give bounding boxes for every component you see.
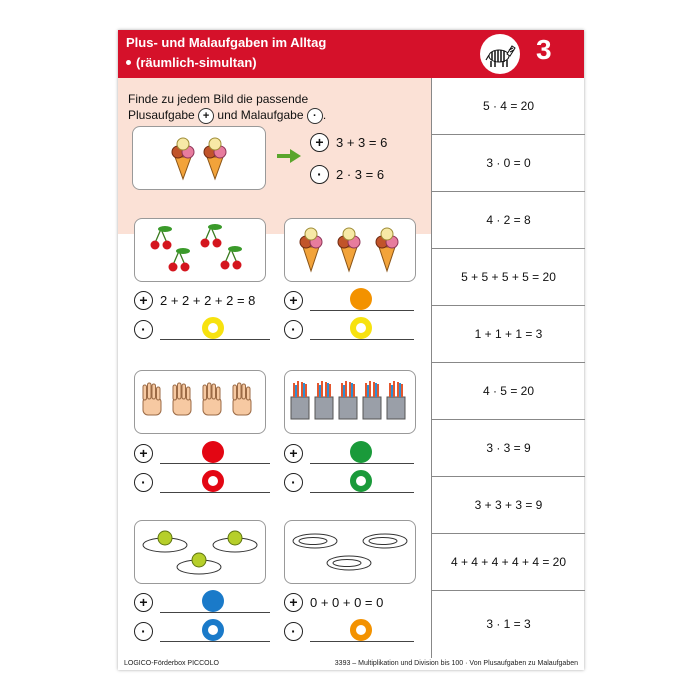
ice-cream-icon (285, 219, 415, 281)
ex3-plus-answer-line[interactable] (160, 463, 270, 464)
times-symbol: · (307, 108, 323, 124)
title-bullet (126, 60, 131, 65)
ex3-plus-symbol: + (134, 444, 153, 463)
instruction-line-1: Finde zu jedem Bild die passende (128, 92, 309, 106)
ex4-plus-answer-line[interactable] (310, 463, 414, 464)
ex4-times-symbol: · (284, 473, 303, 492)
example-times-symbol: · (310, 165, 329, 184)
example-times-equation: 2 · 3 = 6 (336, 167, 385, 182)
answer-cell-7[interactable]: 3 · 3 = 9 (432, 420, 585, 477)
answer-cell-8[interactable]: 3 + 3 + 3 = 9 (432, 477, 585, 534)
cherries-icon (135, 219, 265, 281)
picture-pencil-cups (284, 370, 416, 434)
ex3-times-symbol: · (134, 473, 153, 492)
pencil-cups-icon (285, 371, 415, 433)
picture-hands (134, 370, 266, 434)
title-line-1: Plus- und Malaufgaben im Alltag (126, 35, 327, 50)
ex4-plus-symbol: + (284, 444, 303, 463)
answer-cell-3[interactable]: 4 · 2 = 8 (432, 192, 585, 249)
title-line-2: (räumlich-simultan) (136, 55, 257, 70)
footer-left: LOGICO-Förderbox PICCOLO (124, 660, 219, 667)
ex1-plus-equation: 2 + 2 + 2 + 2 = 8 (160, 293, 256, 308)
instruction-plus-label: Plusaufgabe (128, 108, 195, 123)
ex4-plus-marker-green (350, 441, 372, 463)
header-bar (118, 30, 584, 78)
worksheet-card (118, 30, 584, 670)
ex6-times-symbol: · (284, 622, 303, 641)
instruction-line-2 (128, 108, 326, 124)
empty-plates-icon (285, 521, 415, 583)
example-picture (132, 126, 266, 190)
ex4-times-marker-green (350, 470, 372, 492)
arrow-icon (276, 148, 302, 164)
ex6-plus-symbol: + (284, 593, 303, 612)
ex6-times-marker-orange (350, 619, 372, 641)
ex2-plus-marker-orange (350, 288, 372, 310)
ex5-plus-marker-blue (202, 590, 224, 612)
picture-apples-on-plates (134, 520, 266, 584)
instruction-times-label: und Malaufgabe (217, 108, 304, 123)
ex2-times-symbol: · (284, 320, 303, 339)
footer (118, 658, 584, 670)
answer-cell-6[interactable]: 4 · 5 = 20 (432, 363, 585, 420)
answer-cell-4[interactable]: 5 + 5 + 5 + 5 = 20 (432, 249, 585, 306)
ex3-times-marker-red (202, 470, 224, 492)
answer-cell-10[interactable]: 3 · 1 = 3 (486, 617, 531, 631)
answer-cell-1[interactable]: 5 · 4 = 20 (432, 78, 585, 135)
ex4-times-answer-line[interactable] (310, 492, 414, 493)
footer-right: 3393 – Multiplikation und Division bis 100 · Von Plusaufgaben zu Malaufgaben (334, 660, 578, 667)
ex5-times-symbol: · (134, 622, 153, 641)
ex6-times-answer-line[interactable] (310, 641, 414, 642)
ex5-times-marker-blue (202, 619, 224, 641)
example-section (118, 78, 431, 234)
zebra-icon (480, 34, 520, 74)
ex5-plus-symbol: + (134, 593, 153, 612)
ex3-times-answer-line[interactable] (160, 492, 270, 493)
ex1-plus-symbol: + (134, 291, 153, 310)
ex2-times-marker-yellow (350, 317, 372, 339)
picture-ice-cream (284, 218, 416, 282)
ex1-times-marker-yellow (202, 317, 224, 339)
answer-cell-9[interactable]: 4 + 4 + 4 + 4 + 4 = 20 (432, 534, 585, 591)
example-plus-symbol: + (310, 133, 329, 152)
apples-on-plates-icon (135, 521, 265, 583)
picture-cherries (134, 218, 266, 282)
ice-cream-icon (133, 127, 265, 189)
ex2-plus-symbol: + (284, 291, 303, 310)
ex1-times-answer-line[interactable] (160, 339, 270, 340)
example-plus-equation: 3 + 3 = 6 (336, 135, 388, 150)
answer-cell-2[interactable]: 3 · 0 = 0 (432, 135, 585, 192)
card-number: 3 (536, 34, 552, 65)
ex5-plus-answer-line[interactable] (160, 612, 270, 613)
answer-cell-5[interactable]: 1 + 1 + 1 = 3 (432, 306, 585, 363)
instruction-period: . (322, 108, 327, 123)
ex3-plus-marker-red (202, 441, 224, 463)
ex6-plus-equation: 0 + 0 + 0 = 0 (310, 595, 384, 610)
hands-icon (135, 371, 265, 433)
ex1-times-symbol: · (134, 320, 153, 339)
ex5-times-answer-line[interactable] (160, 641, 270, 642)
ex2-times-answer-line[interactable] (310, 339, 414, 340)
ex2-plus-answer-line[interactable] (310, 310, 414, 311)
answer-column (431, 78, 585, 658)
plus-symbol: + (198, 108, 214, 124)
picture-empty-plates (284, 520, 416, 584)
